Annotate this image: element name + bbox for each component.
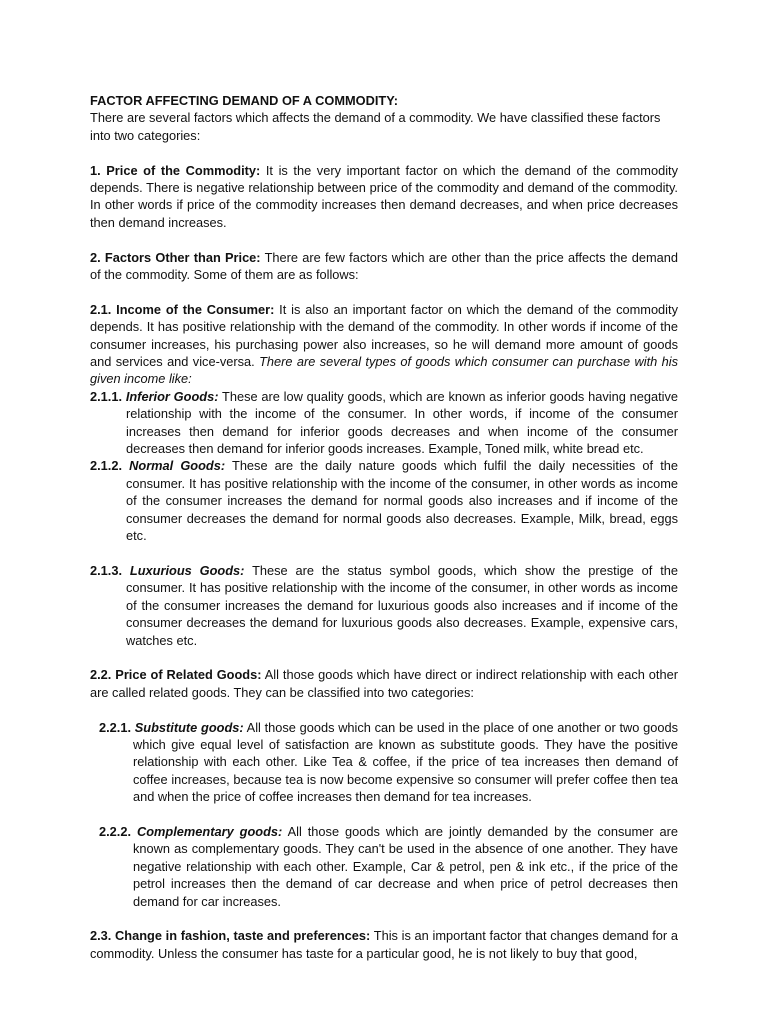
section-2-1-3-number: 2.1.3. [90, 562, 130, 578]
section-2-2-2-body: All those goods which are jointly demanded by the consumer are known as complementary goods. They can't be used in the absence of one another. They have negative relationship with each other. Example, Car & petrol, pen & ink etc., if the price of the petrol increases then the demand of car decrease and when price of petrol decreases then demand for car increases. [133, 823, 678, 909]
section-2-3-body: This is an important factor that changes demand for a commodity. Unless the consumer has taste for a particular good, he is not likely to buy that good, [90, 928, 678, 961]
section-2-2-body: All those goods which have direct or indirect relationship with each other are called related goods. They can be classified into two categories: [90, 667, 678, 700]
section-2-3-paragraph [90, 927, 678, 962]
section-2-heading: 2. Factors Other than Price: [90, 249, 261, 265]
section-1-body: It is the very important factor on which the demand of the commodity depends. There is negative relationship between price of the commodity and demand of the commodity. In other words if price of the commodity increases then demand decreases, and when price decreases then demand increases. [90, 162, 678, 230]
section-2-2-1-number: 2.2.1. [99, 719, 135, 735]
section-2-1-3-paragraph [90, 562, 678, 649]
section-2-1-2-number: 2.1.2. [90, 458, 130, 474]
section-2-1-3-term: Luxurious Goods: [129, 562, 245, 578]
section-2-body: There are few factors which are other than the price affects the demand of the commodity. Some of them are as follows: [90, 249, 679, 283]
section-2-3-heading: 2.3. Change in fashion, taste and preferences: [90, 928, 371, 944]
section-1-heading: 1. Price of the Commodity: [90, 162, 261, 178]
section-2-1-1-term: Inferior Goods: [125, 388, 219, 404]
section-2-1-body: It is also an important factor on which the demand of the commodity depends. It has positive relationship with the demand of the commodity. In other words if income of the consumer increases, his purchasing power also increases, so he will demand more amount of goods and services and vice-versa. [90, 301, 678, 370]
intro-paragraph: There are several factors which affects the demand of a commodity. We have classified these factors into two categories: [90, 110, 661, 143]
section-2-2-1-paragraph [99, 719, 678, 806]
section-2-1-2-body: These are the daily nature goods which fulfil the daily necessities of the consumer. It has positive relationship with the income of the consumer, in other words as income of the consumer increases the demand for normal goods also increases and if income of the consumer decreases the demand for normal goods also decreases. Example, Milk, bread, eggs etc. [126, 458, 678, 544]
section-2-2-2-term: Complementary goods: [136, 823, 283, 839]
section-2-1-paragraph [90, 301, 678, 388]
section-2-2-2-paragraph [99, 823, 678, 910]
section-2-2-paragraph [90, 666, 678, 701]
section-2-2-1-body: All those goods which can be used in the place of one another or two goods which give equal level of satisfaction are known as substitute goods. They have the positive relationship with each other. Like Tea & coffee, if the price of tea increases then demand of coffee increases, because tea is now become expensive so consumer will prefer coffee then tea and when the price of coffee increases then demand for tea increases. [133, 719, 678, 805]
section-2-1-heading: 2.1. Income of the Consumer: [90, 301, 275, 317]
section-2-1-2-paragraph [90, 457, 678, 544]
section-2-1-1-body: These are low quality goods, which are known as inferior goods having negative relationship with the income of the consumer. In other words, if income of the consumer increases then demand for inferior goods decreases and when income of the consumer decreases then demand for inferior goods increases. Example, Toned milk, white bread etc. [126, 388, 679, 457]
document-title: FACTOR AFFECTING DEMAND OF A COMMODITY: [90, 93, 399, 108]
section-2-1-italic-note: There are several types of goods which consumer can purchase with his given income like: [90, 354, 678, 387]
section-2-1-1-number: 2.1.1. [90, 388, 126, 404]
section-2-2-heading: 2.2. Price of Related Goods: [90, 667, 262, 683]
section-2-paragraph [90, 249, 678, 284]
document-page [90, 92, 678, 962]
section-2-1-1-paragraph [90, 388, 678, 458]
section-2-1-2-term: Normal Goods: [129, 458, 226, 474]
section-1-paragraph [90, 162, 678, 232]
section-2-1-3-body: These are the status symbol goods, which show the prestige of the consumer. It has positive relationship with the income of the consumer, in other words as income of the consumer increases the demand for luxurious goods also increases and if income of the consumer decreases the demand for luxurious goods also decreases. Example, expensive cars, watches etc. [126, 562, 678, 648]
section-2-2-2-number: 2.2.2. [99, 823, 137, 839]
section-2-2-1-term: Substitute goods: [134, 719, 244, 735]
